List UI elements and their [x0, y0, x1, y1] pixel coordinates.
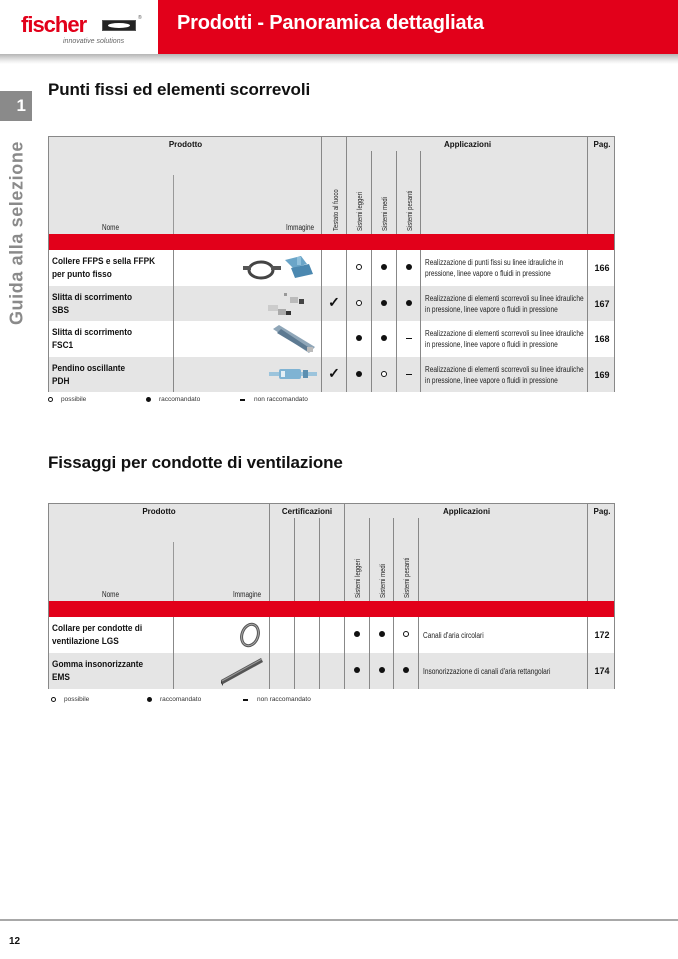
divider	[396, 250, 397, 392]
legend-raccomandato: raccomandato	[146, 396, 200, 403]
divider	[294, 518, 295, 601]
application-text: Realizzazione di elementi scorrevoli su linee idrauliche in pressione, linee vapore o fluidi in pressione	[425, 329, 584, 349]
medi-raccomandato	[372, 299, 396, 309]
product-image-sbs	[264, 289, 314, 319]
page-header	[0, 0, 678, 54]
header-nome: Nome	[102, 590, 120, 599]
table-row	[49, 286, 614, 321]
pesanti-non-raccomandato	[397, 370, 421, 380]
product-image-rubber-strip	[219, 656, 265, 686]
application-text: Insonorizzazione di canali d'aria rettangolari	[423, 667, 551, 676]
page-reference: 172	[594, 630, 610, 640]
header-sistemi-leggeri: Sistemi leggeri	[355, 558, 362, 598]
divider	[393, 617, 394, 689]
divider	[344, 617, 345, 689]
application-text: Canali d'aria circolari	[423, 631, 484, 640]
divider	[369, 518, 370, 601]
header-immagine: Immagine	[233, 590, 262, 599]
medi-possibile	[372, 370, 396, 380]
header-sistemi-medi: Sistemi medi	[380, 563, 387, 598]
header-testato-al-fuoco: Testato al fuoco	[333, 189, 340, 231]
pesanti-possibile	[394, 630, 418, 640]
divider	[319, 518, 320, 601]
header-group-prodotto: Prodotto	[142, 507, 176, 516]
divider	[319, 617, 320, 689]
table-header	[49, 137, 614, 234]
header-pag: Pag.	[593, 507, 611, 516]
leggeri-possibile	[347, 263, 371, 273]
header-group-applicazioni: Applicazioni	[442, 507, 491, 516]
product-name: Slitta di scorrimento FSC1	[52, 327, 133, 350]
divider	[587, 137, 588, 234]
chapter-label: Guida alla selezione	[6, 140, 27, 326]
table-row	[49, 250, 614, 286]
product-table-punti-fissi	[48, 136, 615, 392]
page-number: 12	[9, 936, 21, 947]
divider	[418, 518, 419, 601]
brand-wordmark: fischer	[21, 12, 87, 37]
header-group-certificazioni: Certificazioni	[281, 507, 333, 516]
section-title-ventilazione: Fissaggi per condotte di ventilazione	[48, 453, 343, 472]
pesanti-raccomandato	[397, 299, 421, 309]
leggeri-raccomandato	[345, 630, 369, 640]
product-name: Gomma insonorizzante EMS	[52, 659, 144, 682]
header-group-applicazioni: Applicazioni	[443, 140, 492, 149]
brand-logo	[0, 0, 158, 54]
page-reference: 167	[594, 299, 610, 309]
page-reference: 166	[594, 263, 610, 273]
header-group-prodotto: Prodotto	[168, 140, 203, 149]
header-sistemi-pesanti: Sistemi pesanti	[404, 557, 411, 598]
chapter-tab	[0, 91, 32, 121]
medi-raccomandato	[370, 666, 394, 676]
page-reference: 174	[594, 666, 610, 676]
chapter-number: 1	[16, 96, 26, 115]
divider	[587, 504, 588, 601]
divider	[587, 250, 588, 392]
medi-raccomandato	[372, 263, 396, 273]
page-reference: 168	[594, 334, 610, 344]
divider	[371, 250, 372, 392]
pesanti-raccomandato	[394, 666, 418, 676]
header-immagine: Immagine	[286, 223, 315, 232]
divider	[587, 617, 588, 689]
product-table-ventilazione	[48, 503, 615, 689]
header-sistemi-medi: Sistemi medi	[382, 196, 389, 231]
header-sistemi-leggeri: Sistemi leggeri	[357, 191, 364, 231]
pesanti-raccomandato	[397, 263, 421, 273]
application-text: Realizzazione di punti fissi su linee idrauliche in pressione, linee vapore o fluidi in pressione	[425, 258, 564, 278]
divider	[420, 250, 421, 392]
pesanti-non-raccomandato	[397, 334, 421, 344]
divider	[420, 151, 421, 234]
legend-non-raccomandato: non raccomandato	[240, 396, 308, 403]
medi-raccomandato	[372, 334, 396, 344]
legend-possibile: possibile	[51, 696, 89, 703]
table-row	[49, 617, 614, 653]
divider	[173, 175, 174, 234]
brand-tagline: innovative solutions	[63, 38, 125, 45]
divider	[269, 617, 270, 689]
divider	[269, 504, 270, 601]
divider	[344, 504, 345, 601]
table-row	[49, 653, 614, 689]
leggeri-raccomandato	[347, 370, 371, 380]
divider	[369, 617, 370, 689]
check-icon: ✓	[328, 294, 340, 310]
header-red-band	[49, 234, 614, 250]
leggeri-raccomandato	[345, 666, 369, 676]
product-image-fsc1	[271, 323, 317, 355]
legend-non-raccomandato: non raccomandato	[243, 696, 311, 703]
registered-mark: ®	[138, 15, 142, 21]
divider	[294, 617, 295, 689]
table-row	[49, 357, 614, 392]
header-shadow	[0, 54, 678, 64]
section-title-punti-fissi: Punti fissi ed elementi scorrevoli	[48, 80, 311, 99]
table-row	[49, 321, 614, 357]
application-text: Realizzazione di elementi scorrevoli su linee idrauliche in pressione, linee vapore o fluidi in pressione	[425, 365, 584, 385]
page-title: Prodotti - Panoramica dettagliata	[177, 12, 484, 34]
header-red-band	[49, 601, 614, 617]
divider	[173, 250, 174, 392]
product-image-pdh	[267, 365, 319, 383]
page-reference: 169	[594, 370, 610, 380]
check-icon: ✓	[328, 365, 340, 381]
divider	[321, 137, 322, 234]
legend-raccomandato: raccomandato	[147, 696, 201, 703]
divider	[371, 151, 372, 234]
header-nome: Nome	[102, 223, 120, 232]
header-pag: Pag.	[593, 140, 611, 149]
divider	[173, 617, 174, 689]
divider	[321, 250, 322, 392]
product-image-duct-clamp	[237, 621, 263, 649]
legend-possibile: possibile	[48, 396, 86, 403]
divider	[346, 250, 347, 392]
divider	[173, 542, 174, 601]
divider	[346, 137, 347, 234]
leggeri-raccomandato	[347, 334, 371, 344]
application-text: Realizzazione di elementi scorrevoli su linee idrauliche in pressione, linee vapore o fluidi in pressione	[425, 294, 584, 314]
divider	[418, 617, 419, 689]
divider	[393, 518, 394, 601]
leggeri-possibile	[347, 299, 371, 309]
title-bar	[158, 0, 678, 54]
header-sistemi-pesanti: Sistemi pesanti	[407, 190, 414, 231]
product-name: Collere FFPS e sella FFPK per punto fisso	[52, 256, 156, 279]
divider	[396, 151, 397, 234]
footer-divider	[0, 919, 678, 921]
product-image-clamp-saddle	[239, 254, 319, 282]
table-header	[49, 504, 614, 601]
product-name: Pendino oscillante PDH	[52, 363, 126, 386]
medi-raccomandato	[370, 630, 394, 640]
product-name: Collare per condotte di ventilazione LGS	[52, 623, 143, 646]
product-name: Slitta di scorrimento SBS	[52, 292, 133, 315]
fish-logo-icon	[102, 20, 136, 31]
